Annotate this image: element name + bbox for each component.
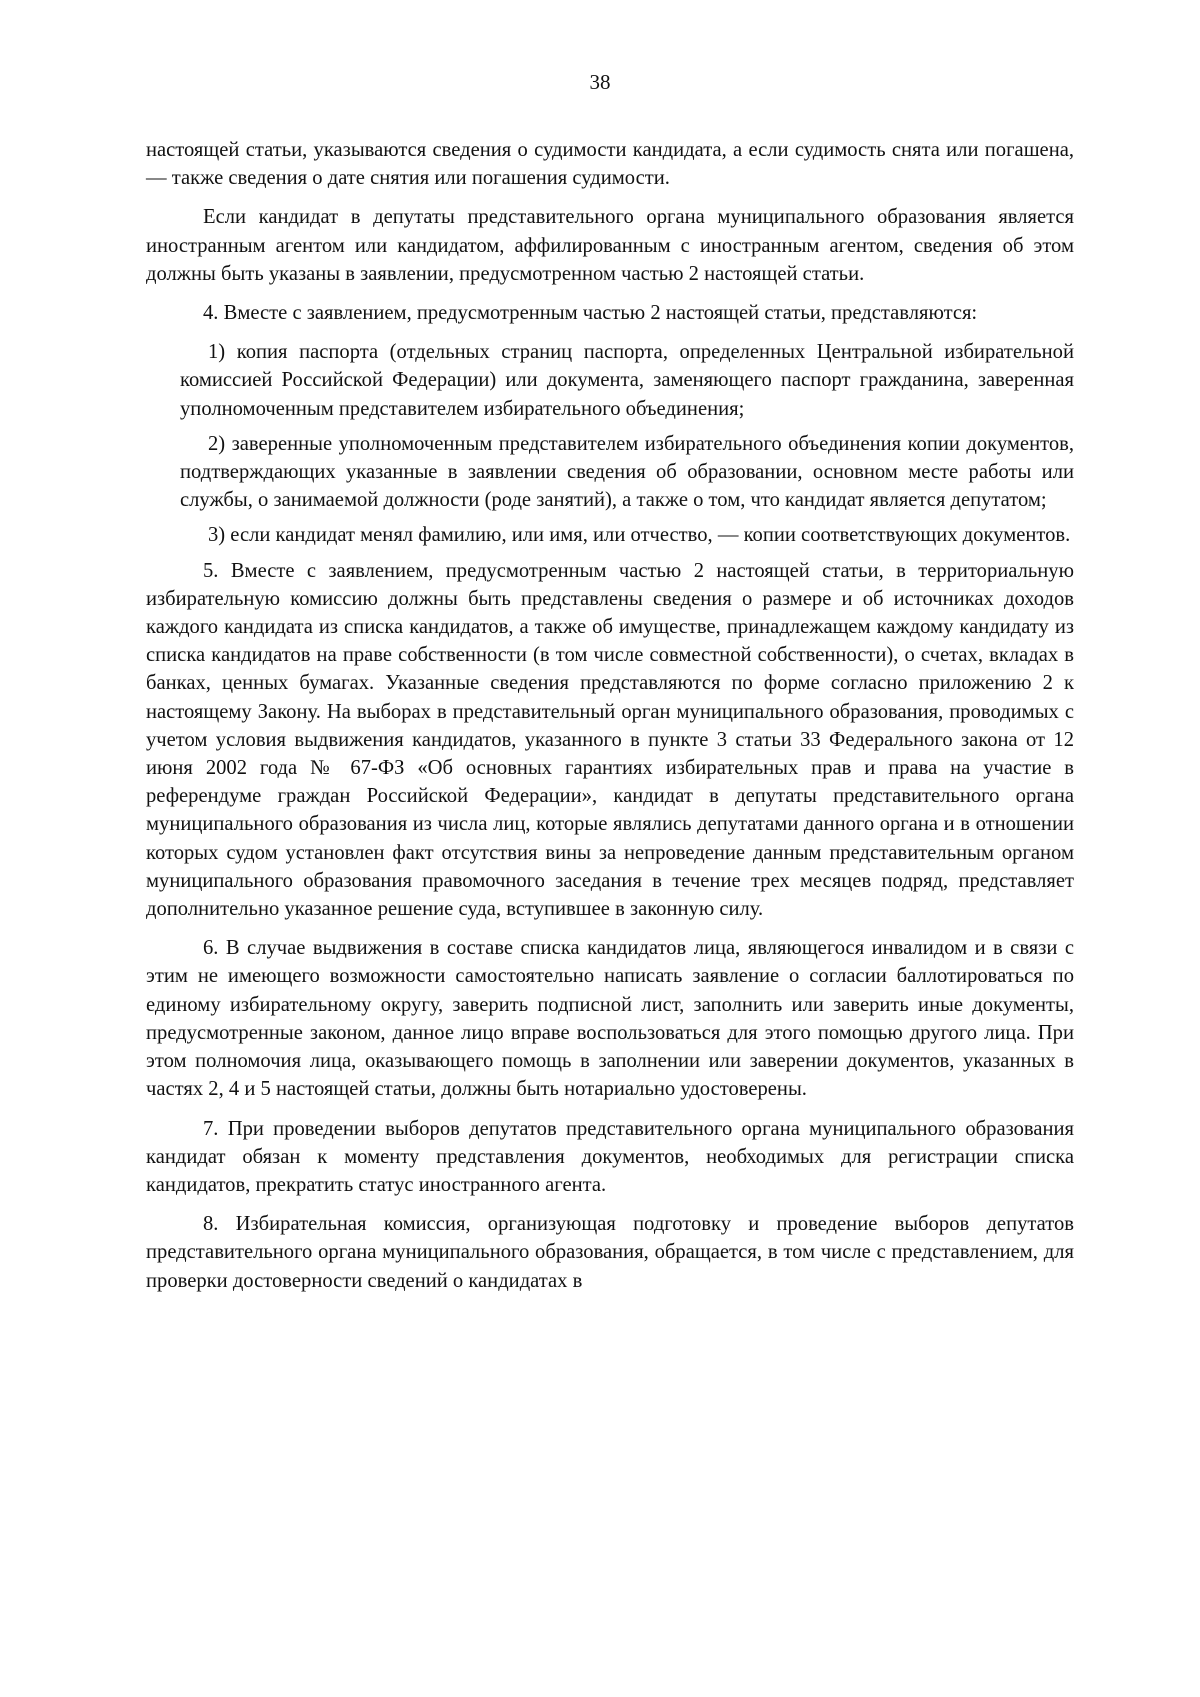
paragraph-continuation: настоящей статьи, указываются сведения о судимости кандидата, а если судимость снята или погашена, — также сведения о дате снятия или погашения судимости. [146,139,1074,190]
paragraph-part-7: 7. При проведении выборов депутатов представительного органа муниципального образования кандидат обязан к моменту представления документов, необходимых для регистрации списка кандидатов, прекратить статус иностранного агента. [146,1117,1074,1196]
paragraph-foreign-agent: Если кандидат в депутаты представительного органа муниципального образования является иностранным агентом или кандидатом, аффилированным с иностранным агентом, сведения об этом должны быть указаны в заявлении, предусмотренном частью 2 настоящей статьи. [146,206,1074,285]
paragraph-part-5: 5. Вместе с заявлением, предусмотренным частью 2 настоящей статьи, в территориальную избирательную комиссию должны быть представлены сведения о размере и об источниках доходов каждого кандидата из списка кандидатов, а также об имуществе, принадлежащем каждому кандидату из списка кандидатов на праве собственности (в том числе совместной собственности), о счетах, вкладах в банках, ценных бумагах. Указанные сведения представляются по форме согласно приложению 2 к настоящему Закону. На выборах в представительный орган муниципального образования, проводимых с учетом условия выдвижения кандидатов, указанного в пункте 3 статьи 33 Федерального закона от 12 июня 2002 года № 67-ФЗ «Об основных гарантиях избирательных прав и права на участие в референдуме граждан Российской Федерации», кандидат в депутаты представительного органа муниципального образования из числа лиц, которые являлись депутатами данного органа и в отношении которых судом установлен факт отсутствия вины за непроведение данным представительным органом муниципального образования правомочного заседания в течение трех месяцев подряд, представляет дополнительно указанное решение суда, вступившее в законную силу. [146,559,1074,921]
paragraph-part-4: 4. Вместе с заявлением, предусмотренным частью 2 настоящей статьи, представляются: [203,302,978,325]
paragraph-part-8: 8. Избирательная комиссия, организующая подготовку и проведение выборов депутатов представительного органа муниципального образования, обращается, в том числе с представлением, для проверки достоверности сведений о кандидатах в [146,1213,1074,1292]
list-item-1: 1) копия паспорта (отдельных страниц паспорта, определенных Центральной избирательной комиссией Российской Федерации) или документа, заменяющего паспорт гражданина, заверенная уполномоченным представителем избирательного объединения; [180,341,1074,420]
list-item-2: 2) заверенные уполномоченным представителем избирательного объединения копии документов, подтверждающих указанные в заявлении сведения об образовании, основном месте работы или службы, о занимаемой должности (роде занятий), а также о том, что кандидат является депутатом; [180,432,1074,512]
document-body [146,136,1074,1306]
list-item-3: 3) если кандидат менял фамилию, или имя, или отчество, — копии соответствующих документов. [208,524,1071,547]
page-number: 38 [589,70,611,94]
paragraph-part-6: 6. В случае выдвижения в составе списка кандидатов лица, являющегося инвалидом и в связи с этим не имеющего возможности самостоятельно написать заявление о согласии баллотироваться по единому избирательному округу, заверить подписной лист, заполнить или заверить иные документы, предусмотренные законом, данное лицо вправе воспользоваться для этого помощью другого лица. При этом полномочия лица, оказывающего помощь в заполнении или заверении документов, указанных в частях 2, 4 и 5 настоящей статьи, должны быть нотариально удостоверены. [146,937,1074,1101]
